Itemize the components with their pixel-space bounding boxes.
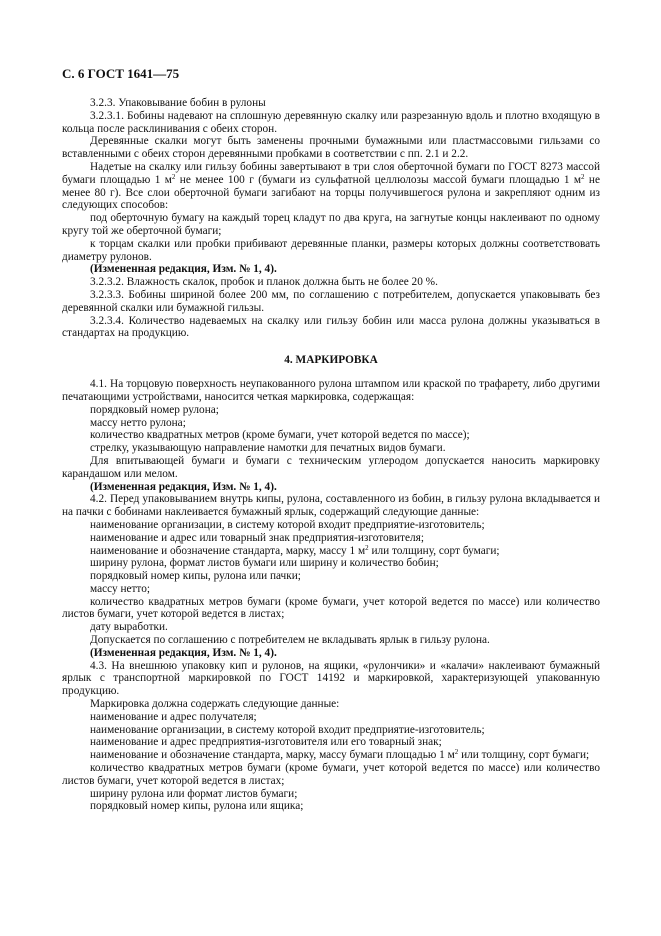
paragraph: 3.2.3.2. Влажность скалок, пробок и планок должна быть не более 20 %. xyxy=(90,276,438,289)
paragraph: к торцам скалки или пробки прибивают деревянные планки, размеры которых должны соответствовать диаметру рулонов. xyxy=(62,237,600,263)
list-item: наименование организации, в систему которой входит предприятие-изготовитель; xyxy=(90,723,485,736)
text-span: Надетые на скалку или гильзу бобины завертывают в три слоя оберточной бумаги по ГОСТ 8273 массой бумаги площадью 1 м xyxy=(62,160,600,186)
text-span: наименование и обозначение стандарта, марку, массу 1 м xyxy=(90,544,366,557)
list-item: наименование и адрес или товарный знак предприятия-изготовителя; xyxy=(90,531,424,544)
list-item: наименование организации, в систему которой входит предприятие-изготовитель; xyxy=(90,518,485,531)
paragraph: Деревянные скалки могут быть заменены прочными бумажными или пластмассовыми гильзами со вставленными с обеих сторон деревянными пробками в соответствии с пп. 2.1 и 2.2. xyxy=(62,135,600,161)
list-item: ширину рулона, формат листов бумаги или ширину и количество бобин; xyxy=(90,557,439,570)
text-span: не менее 100 г (бумаги из сульфатной целлюлозы массой бумаги площадью 1 м xyxy=(175,173,582,186)
paragraph: Допускается по соглашению с потребителем не вкладывать ярлык в гильзу рулона. xyxy=(90,634,490,647)
paragraph: Для впитывающей бумаги и бумаги с техническим углеродом допускается наносить маркировку карандашом или мелом. xyxy=(62,454,600,480)
text-span: наименование и обозначение стандарта, марку, массу бумаги площадью 1 м xyxy=(90,749,455,762)
amendment-note: (Измененная редакция, Изм. № 1, 4). xyxy=(90,263,277,276)
list-item: порядковый номер рулона; xyxy=(90,403,219,416)
list-item: стрелку, указывающую направление намотки для печатных видов бумаги. xyxy=(90,442,446,455)
list-item: количество квадратных метров бумаги (кроме бумаги, учет которой ведется по массе) или количество листов бумаги, учет которой ведется в листах; xyxy=(62,762,600,787)
paragraph: 3.2.3.1. Бобины надевают на сплошную деревянную скалку или разрезанную вдоль и плотно входящую в кольца после расклинивания с обеих сторон. xyxy=(62,109,600,135)
list-item: количество квадратных метров (кроме бумаги, учет которой ведется по массе); xyxy=(90,429,470,442)
superscript: 2 xyxy=(581,172,585,181)
superscript: 2 xyxy=(454,748,459,757)
paragraph: 4.2. Перед упаковыванием внутрь кипы, рулона, составленного из бобин, в гильзу рулона вкладывается и на пачки с бобинами наклеивается бумажный ярлык, содержащий следующие данные: xyxy=(62,493,600,519)
list-item: порядковый номер кипы, рулона или пачки; xyxy=(90,570,301,583)
list-item: дату выработки. xyxy=(90,621,168,634)
list-item: наименование и адрес предприятия-изготовителя или его товарный знак; xyxy=(90,736,442,749)
text-span: или толщину, сорт бумаги; xyxy=(458,749,590,762)
list-item: количество квадратных метров бумаги (кроме бумаги, учет которой ведется по массе) или количество листов бумаги, учет которой ведется в листах; xyxy=(62,595,600,621)
list-item: массу нетто; xyxy=(90,582,151,595)
list-item: наименование и адрес получателя; xyxy=(90,710,257,723)
paragraph: Маркировка должна содержать следующие данные: xyxy=(90,698,340,711)
paragraph: 3.2.3.3. Бобины шириной более 200 мм, по соглашению с потребителем, допускается упаковывать без деревянной скалки или бумажной гильзы. xyxy=(62,288,600,314)
text-span: или толщину, сорт бумаги; xyxy=(368,544,500,557)
amendment-note: (Измененная редакция, Изм. № 1, 4). xyxy=(90,646,277,659)
paragraph: 3.2.3.4. Количество надеваемых на скалку или гильзу бобин или масса рулона должны указываться в стандартах на продукцию. xyxy=(62,314,600,340)
text-span: не менее 80 г). Все слои оберточной бумаги загибают на торцы получившегося рулона и закрепляют одним из следующих способов: xyxy=(62,173,600,212)
list-item: порядковый номер кипы, рулона или ящика; xyxy=(90,800,304,813)
list-item xyxy=(62,545,600,558)
list-item xyxy=(62,749,600,762)
superscript: 2 xyxy=(171,172,176,181)
paragraph: 4.3. На внешнюю упаковку кип и рулонов, на ящики, «рулончики» и «калачи» наклеивают бумажный ярлык с транспортной маркировкой по ГОСТ 14192 и маркировкой, характеризующей упакованную продукцию. xyxy=(62,659,600,698)
amendment-note: (Измененная редакция, Изм. № 1, 4). xyxy=(90,480,277,493)
paragraph: 3.2.3. Упаковывание бобин в рулоны xyxy=(90,97,266,109)
page-header: С. 6 ГОСТ 1641—75 xyxy=(62,66,180,81)
paragraph: под оберточную бумагу на каждый торец кладут по два круга, на загнутые концы наклеивают по одному кругу той же оберточной бумаги; xyxy=(62,212,600,237)
document-page xyxy=(62,66,600,813)
paragraph-wrapping xyxy=(62,161,600,212)
list-item: ширину рулона или формат листов бумаги; xyxy=(90,787,298,800)
section-title: 4. МАРКИРОВКА xyxy=(284,354,378,367)
superscript: 2 xyxy=(365,543,369,552)
paragraph: 4.1. На торцовую поверхность неупакованного рулона штампом или краской по трафарету, либо другими печатающими устройствами, наносится четкая маркировка, содержащая: xyxy=(62,378,600,403)
list-item: массу нетто рулона; xyxy=(90,416,186,429)
